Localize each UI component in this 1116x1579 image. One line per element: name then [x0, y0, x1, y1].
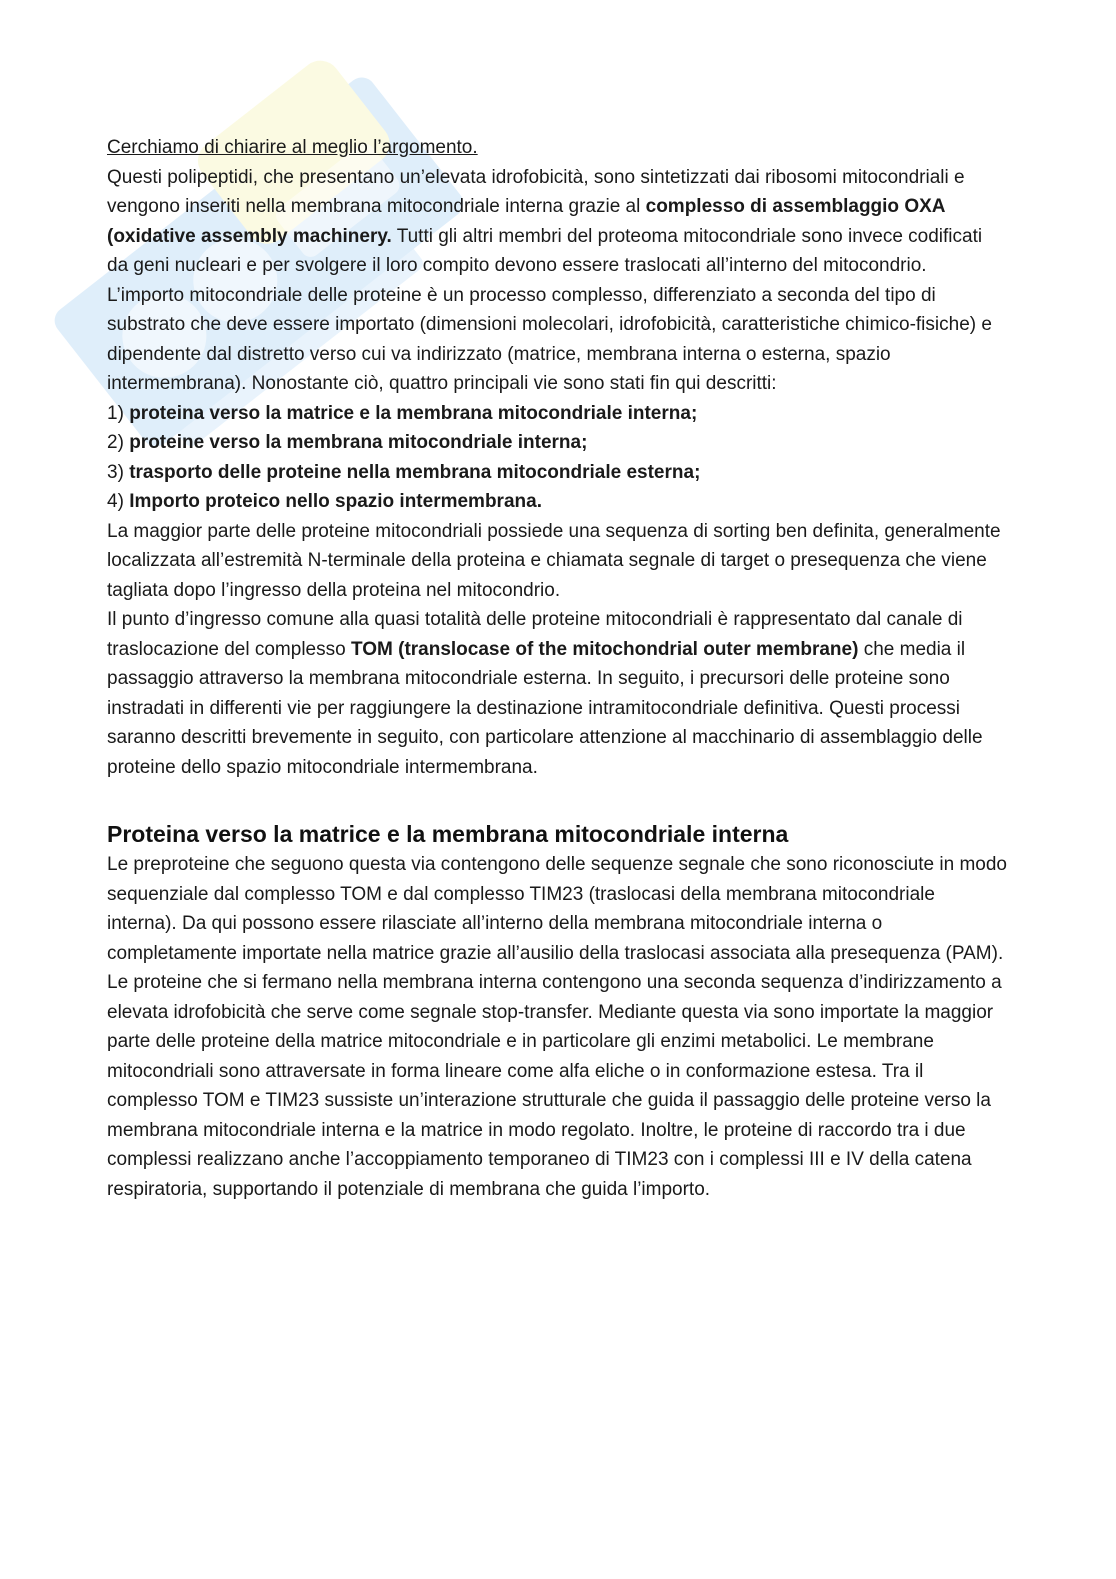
list-item-text: Importo proteico nello spazio intermembrana.: [129, 491, 542, 512]
list-item-text: proteina verso la matrice e la membrana mitocondriale interna;: [129, 402, 698, 424]
paragraph-oxa-text-a: Questi polipeptidi, che presentano un’elevata idrofobicità, sono sintetizzati dai ribosomi mitocondriali e vengono inseriti nella membrana mitocondriale interna grazie al: [107, 166, 965, 217]
paragraph-tom: [107, 605, 1007, 782]
list-item-number: 3): [107, 461, 130, 483]
list-item-text: trasporto delle proteine nella membrana mitocondriale esterna;: [129, 461, 701, 483]
list-item-number: 2): [107, 432, 130, 453]
paragraph-sorting: La maggior parte delle proteine mitocondriali possiede una sequenza di sorting ben definita, generalmente localizzata all’estremità N-terminale della proteina e chiamata segnale di target o presequenza che viene tagliata dopo l’ingresso della proteina nel mitocondrio.: [107, 520, 1001, 601]
paragraph-oxa: [107, 163, 1007, 399]
paragraph-tom-text-a: Il punto d’ingresso comune alla quasi totalità delle proteine mitocondriali è rappresentato dal canale di traslocazione del complesso: [107, 609, 963, 660]
paragraph-tom-text-b: che media il passaggio attraverso la membrana mitocondriale esterna. In seguito, i precursori delle proteine sono instradati in differenti vie per raggiungere la destinazione intramitocondriale definitiva. Questi processi saranno descritti brevemente in seguito, con particolare attenzione al macchinario di assemblaggio delle proteine dello spazio mitocondriale intermembrana.: [107, 638, 983, 778]
list-item-number: 4): [107, 491, 130, 512]
list-item: [107, 399, 1007, 429]
paragraph-oxa-bold: complesso di assemblaggio OXA (oxidative assembly machinery.: [107, 196, 945, 247]
document-page: [107, 133, 1007, 1204]
paragraph-tom-bold: TOM (translocase of the mitochondrial outer membrane): [350, 638, 859, 660]
paragraph-tim23: Le preproteine che seguono questa via contengono delle sequenze segnale che sono riconosciute in modo sequenziale dal complesso TOM e dal complesso TIM23 (traslocasi della membrana mitocondriale interna). Da qui possono essere rilasciate all’interno della membrana mitocondriale interna o completamente importate nella matrice grazie all’ausilio della traslocasi associata alla presequenza (PAM). Le proteine che si fermano nella membrana interna contengono una seconda sequenza d’indirizzamento a elevata idrofobicità che serve come segnale stop-transfer. Mediante questa via sono importate la maggior parte delle proteine della matrice mitocondriale e in particolare gli enzimi metabolici. Le membrane mitocondriali sono attraversate in forma lineare come alfa eliche o in conformazione estesa. Tra il complesso TOM e TIM23 sussiste un’interazione strutturale che guida il passaggio delle proteine verso la membrana mitocondriale interna e la matrice in modo regolato. Inoltre, le proteine di raccordo tra i due complessi realizzano anche l’accoppiamento temporaneo di TIM23 con i complessi III e IV della catena respiratoria, supportando il potenziale di membrana che guida l’importo.: [107, 854, 1007, 1200]
list-item: [107, 458, 1007, 488]
list-item: [107, 428, 1007, 458]
section-heading: Proteina verso la matrice e la membrana mitocondriale interna: [107, 821, 789, 847]
list-item-number: 1): [107, 402, 130, 424]
list-item-text: proteine verso la membrana mitocondriale interna;: [129, 432, 588, 453]
list-item: [107, 487, 1007, 517]
intro-title: Cerchiamo di chiarire al meglio l’argomento.: [107, 137, 478, 158]
paragraph-oxa-text-b: Tutti gli altri membri del proteoma mitocondriale sono invece codificati da geni nucleari e per svolgere il loro compito devono essere traslocati all’interno del mitocondrio. L’importo mitocondriale delle proteine è un processo complesso, differenziato a seconda del tipo di substrato che deve essere importato (dimensioni molecolari, idrofobicità, caratteristiche chimico-fisiche) e dipendente dal distretto verso cui va indirizzato (matrice, membrana interna o esterna, spazio intermembrana). Nonostante ciò, quattro principali vie sono stati fin qui descritti:: [107, 225, 992, 394]
